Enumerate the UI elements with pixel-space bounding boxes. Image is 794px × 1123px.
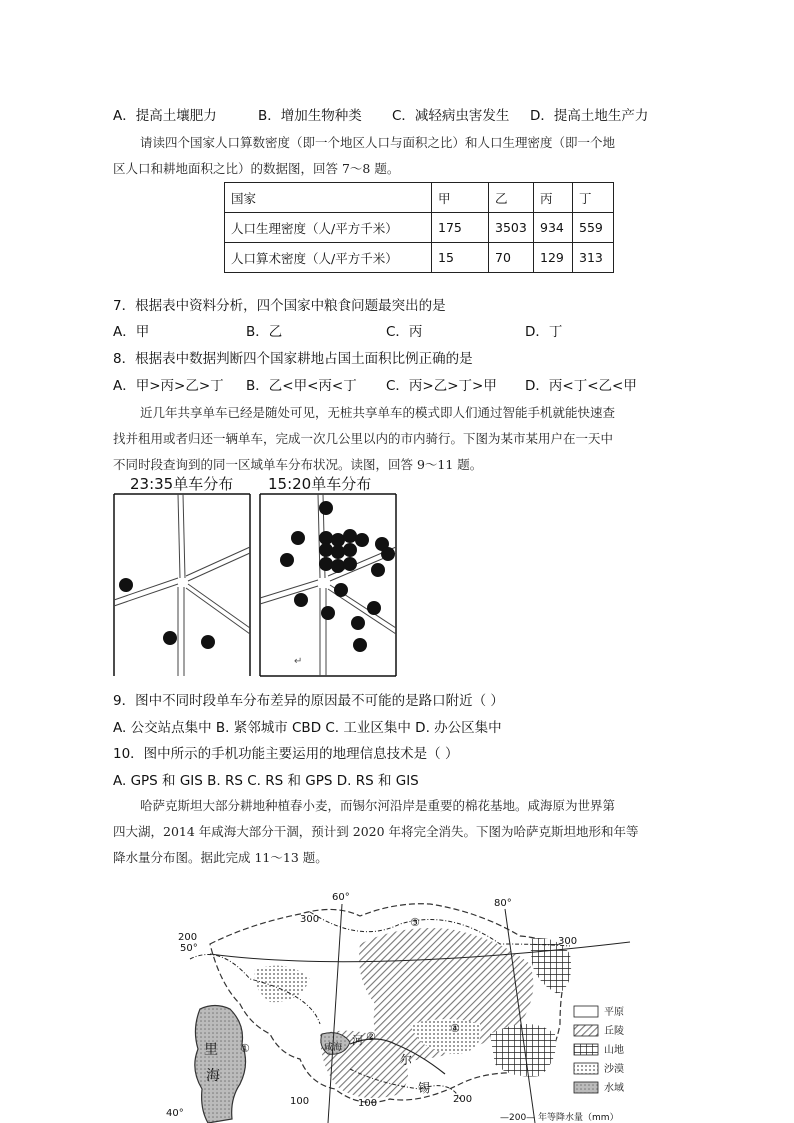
- table-cell: 313: [573, 243, 614, 273]
- q6-option-b: B．增加生物种类: [258, 108, 362, 124]
- q7-option-b: B．乙: [246, 324, 283, 340]
- isohyet-label: 300: [558, 936, 578, 947]
- q8-option-a: A．甲>丙>乙>丁: [113, 378, 224, 394]
- passage-7-8-line2: 区人口和耕地面积之比）的数据图，回答 7～8 题。: [113, 161, 400, 176]
- legend-label-water: 水域: [604, 1083, 624, 1094]
- table-row: [225, 213, 614, 243]
- caspian-sea: [195, 1006, 246, 1123]
- bike-map-right-panel: [260, 494, 396, 676]
- bike-map-title-right: 15:20单车分布: [268, 475, 372, 493]
- circled-number-3: ③: [410, 916, 420, 929]
- q10-options: A. GPS 和 GIS B. RS C. RS 和 GPS D. RS 和 GIS: [113, 773, 419, 789]
- legend-label-plain: 平原: [604, 1007, 624, 1018]
- q6-option-a: A．提高土壤肥力: [113, 108, 217, 124]
- caspian-label-char2: 海: [206, 1068, 220, 1084]
- passage-9-11-line1: 近几年共享单车已经是随处可见，无桩共享单车的模式即人们通过智能手机就能快速查: [140, 405, 616, 420]
- circled-number-4: ④: [450, 1022, 460, 1035]
- bike-map-left-panel: [114, 494, 250, 676]
- isohyet-label: 100: [290, 1096, 310, 1107]
- river-label-char3: 锡: [418, 1081, 431, 1095]
- legend-label-hill: 丘陵: [604, 1026, 624, 1037]
- aral-sea-label: 咸海: [324, 1043, 343, 1053]
- table-header-cell: 国家: [225, 183, 432, 213]
- q8-option-c: C．丙>乙>丁>甲: [386, 378, 497, 394]
- q6-option-d: D．提高土地生产力: [530, 108, 649, 124]
- passage-11-13-line1: 哈萨克斯坦大部分耕地种植春小麦，而锡尔河沿岸是重要的棉花基地。咸海原为世界第: [140, 798, 616, 813]
- passage-11-13-line3: 降水量分布图。据此完成 11～13 题。: [113, 850, 328, 865]
- table-cell: 70: [489, 243, 534, 273]
- table-cell: 559: [573, 213, 614, 243]
- isohyet-label: 200: [453, 1094, 473, 1105]
- river-label-char2: 尔: [400, 1053, 413, 1067]
- caspian-label-char1: 里: [204, 1042, 218, 1058]
- table-header-cell: 丁: [573, 183, 614, 213]
- q8-option-d: D．丙<丁<乙<甲: [525, 378, 637, 394]
- table-cell: 人口生理密度（人/平方千米）: [225, 213, 432, 243]
- passage-11-13-line2: 四大湖，2014 年咸海大部分干涸，预计到 2020 年将完全消失。下图为哈萨克斯坦地形和年等: [113, 824, 639, 839]
- q9-stem: 9．图中不同时段单车分布差异的原因最不可能的是路口附近（ ）: [113, 693, 504, 709]
- table-cell: 15: [432, 243, 489, 273]
- q8-option-b: B．乙<甲<丙<丁: [246, 378, 357, 394]
- passage-9-11-line2: 找并租用或者归还一辆单车，完成一次几公里以内的市内骑行。下图为某市某用户在一天中: [113, 431, 614, 446]
- legend-label-mountain: 山地: [604, 1045, 624, 1056]
- q7-option-d: D．丁: [525, 324, 563, 340]
- isohyet-label: 100: [358, 1098, 378, 1109]
- q8-stem: 8．根据表中数据判断四个国家耕地占国土面积比例正确的是: [113, 351, 473, 367]
- q6-option-c: C．减轻病虫害发生: [392, 108, 510, 124]
- table-row: [225, 243, 614, 273]
- lon-label-60: 60°: [332, 892, 350, 903]
- table-header-cell: 乙: [489, 183, 534, 213]
- bike-map-return-mark: ↵: [294, 656, 303, 667]
- circled-number-1: ①: [240, 1042, 250, 1055]
- density-table: [224, 182, 614, 273]
- q7-stem: 7．根据表中资料分析，四个国家中粮食问题最突出的是: [113, 298, 446, 314]
- legend-isohyet-label: —200— 年等降水量（mm）: [500, 1113, 619, 1123]
- lon-label-80: 80°: [494, 898, 512, 909]
- table-cell: 人口算术密度（人/平方千米）: [225, 243, 432, 273]
- table-header-cell: 甲: [432, 183, 489, 213]
- q9-options: A. 公交站点集中 B. 紧邻城市 CBD C. 工业区集中 D. 办公区集中: [113, 720, 502, 736]
- q7-option-a: A．甲: [113, 324, 150, 340]
- river-label: 河: [352, 1034, 363, 1047]
- legend-label-desert: 沙漠: [604, 1064, 624, 1075]
- kazakhstan-map: [160, 884, 636, 1123]
- bike-distribution-map: [112, 492, 402, 678]
- lat-label-40: 40°: [166, 1108, 184, 1119]
- circled-number-2: ②: [366, 1030, 376, 1043]
- table-header-row: [225, 183, 614, 213]
- q10-stem: 10．图中所示的手机功能主要运用的地理信息技术是（ ）: [113, 746, 459, 762]
- table-cell: 129: [534, 243, 573, 273]
- isohyet-label: 300: [300, 914, 320, 925]
- passage-9-11-line3: 不同时段查询到的同一区域单车分布状况。读图，回答 9～11 题。: [113, 457, 483, 472]
- q7-option-c: C．丙: [386, 324, 423, 340]
- bike-map-title-left: 23:35单车分布: [130, 475, 234, 493]
- passage-7-8-line1: 请读四个国家人口算数密度（即一个地区人口与面积之比）和人口生理密度（即一个地: [140, 135, 616, 150]
- table-cell: 175: [432, 213, 489, 243]
- isohyet-label: 200: [178, 932, 198, 943]
- lat-label-50: 50°: [180, 943, 198, 954]
- table-header-cell: 丙: [534, 183, 573, 213]
- table-cell: 934: [534, 213, 573, 243]
- table-cell: 3503: [489, 213, 534, 243]
